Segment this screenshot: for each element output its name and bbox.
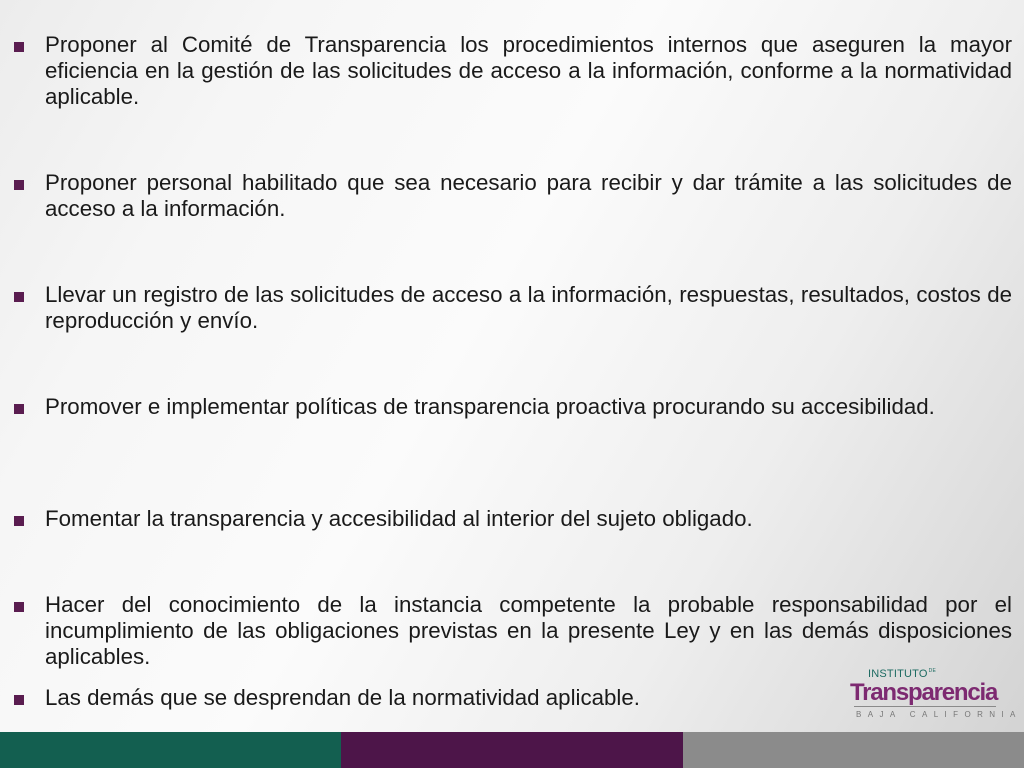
bullet-item xyxy=(14,592,1012,670)
logo-institute-label: $INSTITUTO^{DE}$ xyxy=(868,668,937,680)
bullet-text: Proponer personal habilitado que sea necesario para recibir y dar trámite a las solicitudes de acceso a la información. xyxy=(45,170,1012,221)
logo-wordmark: Transparencia xyxy=(850,679,998,706)
logo-divider xyxy=(854,706,996,707)
square-bullet-icon xyxy=(14,42,24,52)
square-bullet-icon xyxy=(14,695,24,705)
bullet-text: Fomentar la transparencia y accesibilidad al interior del sujeto obligado. xyxy=(45,506,753,531)
bullet-text: Llevar un registro de las solicitudes de acceso a la información, respuestas, resultados, costos de reproducción y envío. xyxy=(45,282,1012,333)
bullet-item xyxy=(14,32,1012,110)
institute-logo xyxy=(848,668,1022,724)
footer-segment-gray xyxy=(683,732,1024,768)
bullet-text: Proponer al Comité de Transparencia los procedimientos internos que aseguren la mayor eficiencia en la gestión de las solicitudes de acceso a la información, conforme a la normatividad aplicable. xyxy=(45,32,1012,109)
bullet-text: Las demás que se desprendan de la normatividad aplicable. xyxy=(45,685,640,710)
square-bullet-icon xyxy=(14,180,24,190)
square-bullet-icon xyxy=(14,516,24,526)
bullet-item xyxy=(14,282,1012,334)
footer-segment-green xyxy=(0,732,341,768)
bullet-text: Hacer del conocimiento de la instancia competente la probable responsabilidad por el incumplimiento de las obligaciones previstas en la presente Ley y en las demás disposiciones aplicables. xyxy=(45,592,1012,669)
footer-bar xyxy=(0,732,1024,768)
bullet-item xyxy=(14,506,1012,532)
square-bullet-icon xyxy=(14,602,24,612)
logo-subtitle: BAJA CALIFORNIA xyxy=(856,710,1022,719)
square-bullet-icon xyxy=(14,404,24,414)
footer-segment-purple xyxy=(341,732,683,768)
square-bullet-icon xyxy=(14,292,24,302)
bullet-item xyxy=(14,394,1012,420)
bullet-item xyxy=(14,170,1012,222)
bullet-text: Promover e implementar políticas de transparencia proactiva procurando su accesibilidad. xyxy=(45,394,935,419)
